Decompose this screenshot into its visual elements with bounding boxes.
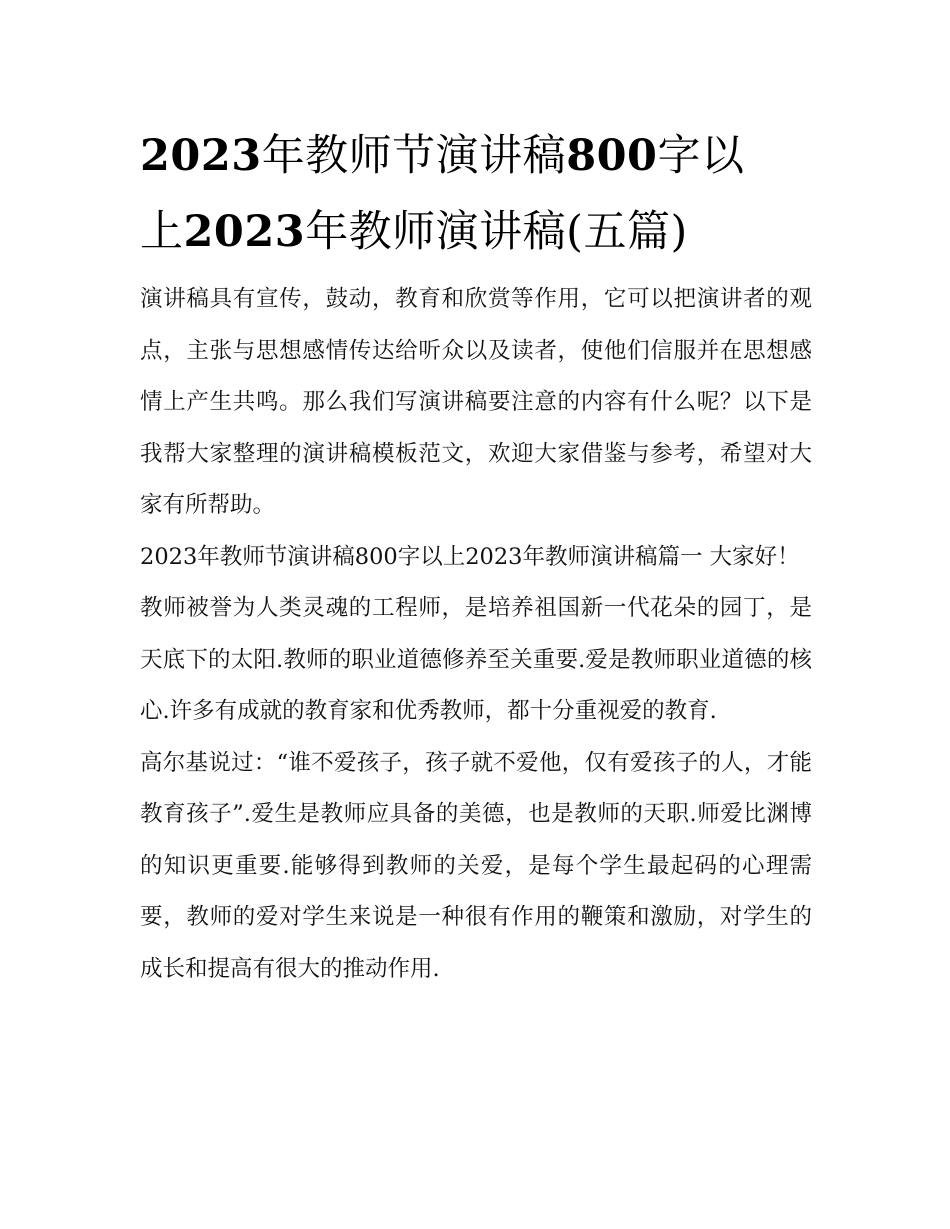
document-page — [140, 118, 812, 995]
intro-paragraph: 演讲稿具有宣传，鼓动，教育和欣赏等作用，它可以把演讲者的观点，主张与思想感情传达给听众以及读者，使他们信服并在思想感情上产生共鸣。那么我们写演讲稿要注意的内容有什么呢？以下是我帮大家整理的演讲稿模板范文，欢迎大家借鉴与参考，希望对大家有所帮助。 — [140, 286, 812, 518]
document-body — [140, 274, 812, 995]
body-paragraph: 教师被誉为人类灵魂的工程师，是培养祖国新一代花朵的园丁，是天底下的太阳.教师的职业道德修养至关重要.爱是教师职业道德的核心.许多有成就的教育家和优秀教师，都十分重视爱的教育. — [140, 595, 812, 724]
title-line-1: 2023年教师节演讲稿800字以 — [140, 131, 745, 181]
title-line-2: 上2023年教师演讲稿(五篇) — [140, 207, 688, 257]
section-heading-paragraph: 2023年教师节演讲稿800字以上2023年教师演讲稿篇一 大家好！ — [140, 543, 800, 570]
body-paragraph: 高尔基说过：“谁不爱孩子，孩子就不爱他，仅有爱孩子的人，才能教育孩子”.爱生是教师应具备的美德，也是教师的天职.师爱比渊博的知识更重要.能够得到教师的关爱，是每个学生最起码的心理需要，教师的爱对学生来说是一种很有作用的鞭策和激励，对学生的成长和提高有很大的推动作用. — [140, 749, 812, 982]
document-title — [140, 118, 812, 270]
